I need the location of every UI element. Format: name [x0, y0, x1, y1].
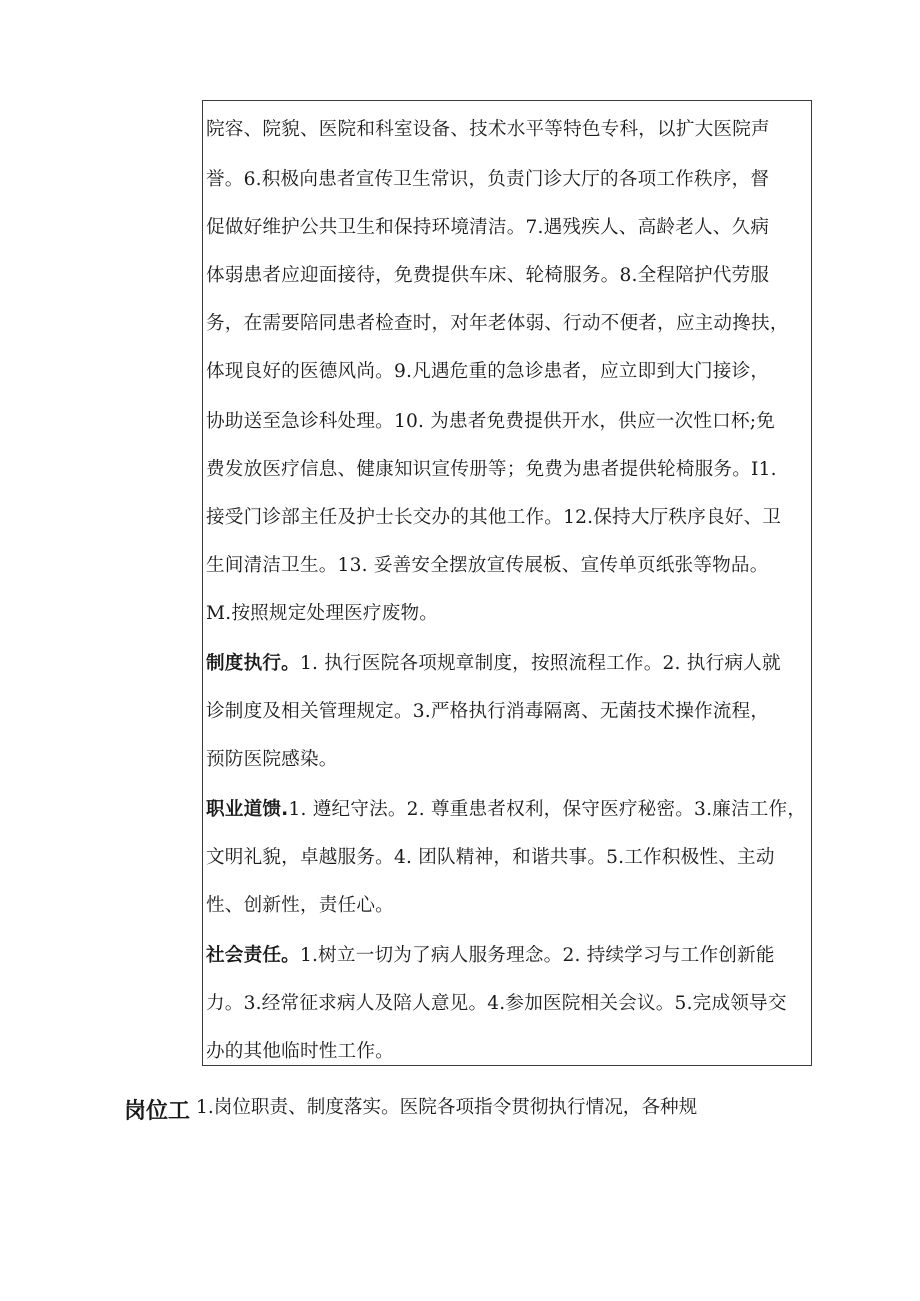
section-social-responsibility: [206, 940, 775, 972]
duty-line: 接受门诊部主任及护士长交办的其他工作。12.保持大厅秩序良好、卫: [206, 507, 782, 528]
duty-line: 誉。6.积极向患者宣传卫生常识，负责门诊大厅的各项工作秩序，督: [206, 169, 770, 190]
duty-line: M.按照规定处理医疗废物。: [206, 603, 439, 624]
duty-line: 院容、院貌、医院和科室设备、技术水平等特色专科，以扩大医院声: [206, 119, 770, 140]
duty-line: 协助送至急诊科处理。10. 为患者免费提供开水，供应一次性口杯;免: [206, 411, 775, 432]
section-line: 办的其他临时性工作。: [206, 1041, 394, 1062]
section-text: 1. 执行医院各项规章制度，按照流程工作。2. 执行病人就: [299, 653, 781, 674]
section-heading: 社会责任。: [206, 945, 300, 966]
section-system-execution: [206, 648, 781, 680]
duty-line: 体现良好的医德风尚。9.凡遇危重的急诊患者，应立即到大门接诊，: [206, 361, 770, 382]
section-heading: 职业道馈.: [206, 799, 289, 820]
row-text: 1.岗位职责、制度落实。医院各项指令贯彻执行情况，各种规: [196, 1097, 698, 1118]
section-heading: 制度执行。: [206, 653, 300, 674]
section-professional-ethics: [206, 794, 806, 826]
duty-line: 务，在需要陪同患者检查时，对年老体弱、行动不便者，应主动搀扶，: [206, 313, 789, 334]
section-line: 性、创新性，责任心。: [206, 895, 394, 916]
row-label: 岗位工: [124, 1099, 191, 1124]
duty-line: 生间清洁卫生。13. 妥善安全摆放宣传展板、宣传单页纸张等物品。: [206, 555, 769, 576]
duty-line: 费发放医疗信息、健康知识宣传册等；免费为患者提供轮椅服务。I1.: [206, 459, 777, 480]
section-line: 预防医院感染。: [206, 749, 338, 770]
section-line: 文明礼貌，卓越服务。4. 团队精神，和谐共事。5.工作积极性、主动: [206, 847, 775, 868]
section-text: 1. 遵纪守法。2. 尊重患者权利，保守医疗秘密。3.廉洁工作，: [288, 799, 807, 820]
next-row: [0, 1092, 920, 1132]
duty-line: 体弱患者应迎面接待，免费提供车床、轮椅服务。8.全程陪护代劳服: [206, 265, 770, 286]
section-line: 力。3.经常征求病人及陪人意见。4.参加医院相关会议。5.完成领导交: [206, 993, 787, 1014]
section-text: 1.树立一切为了病人服务理念。2. 持续学习与工作创新能: [299, 945, 775, 966]
section-line: 诊制度及相关管理规定。3.严格执行消毒隔离、无菌技术操作流程，: [206, 701, 770, 722]
duty-line: 促做好维护公共卫生和保持环境清洁。7.遇残疾人、高龄老人、久病: [206, 217, 770, 238]
